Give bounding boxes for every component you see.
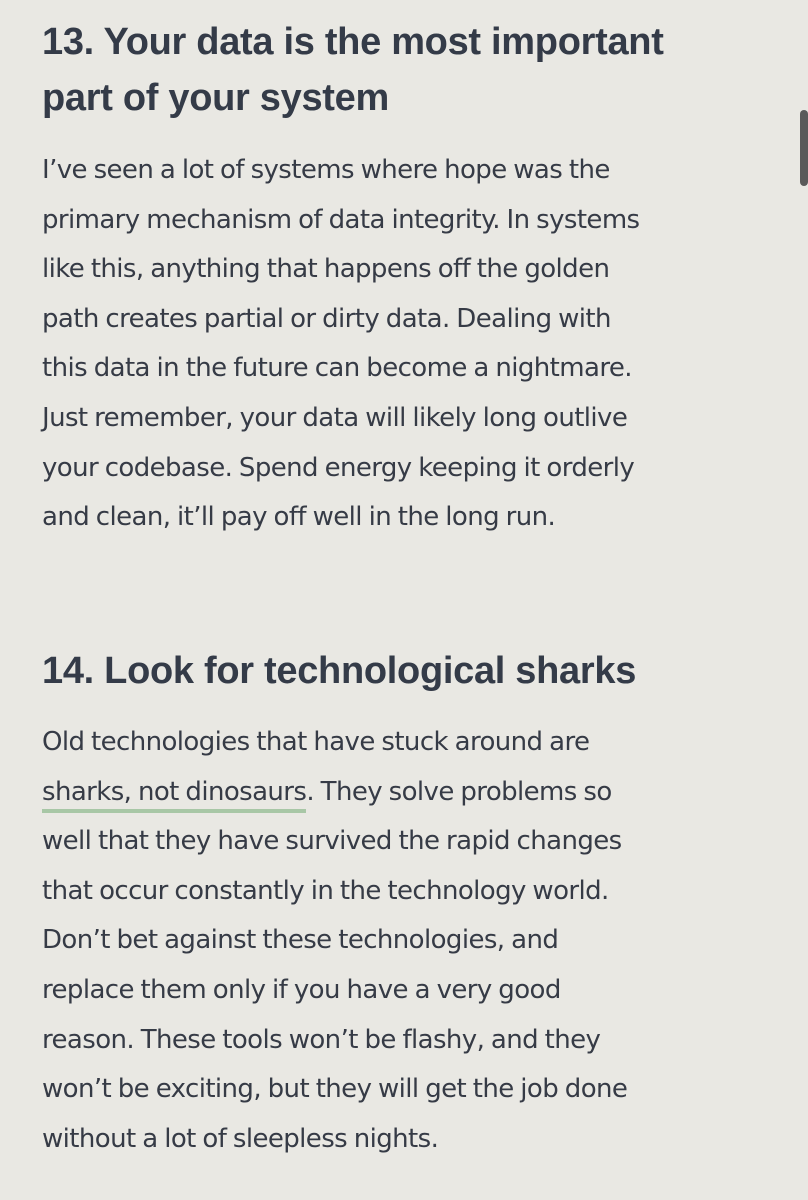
paragraph-line: like this, anything that happens off the golden (42, 254, 610, 285)
heading-line: part of your system (42, 77, 389, 119)
paragraph-line: replace them only if you have a very good (42, 974, 561, 1005)
paragraph-line-with-link (42, 768, 782, 818)
section-14-heading (42, 643, 782, 699)
paragraph-line: Old technologies that have stuck around are (42, 727, 590, 757)
paragraph-line: this data in the future can become a nightmare. (42, 353, 632, 384)
paragraph-line: Don’t bet against these technologies, and (42, 925, 559, 956)
heading-line: 14. Look for technological sharks (42, 650, 637, 692)
paragraph-line: well that they have survived the rapid changes (42, 826, 622, 857)
paragraph-line: path creates partial or dirty data. Dealing with (42, 303, 611, 334)
section-13-paragraph (42, 146, 782, 543)
paragraph-text: . They solve problems so (306, 776, 612, 807)
paragraph-line: that occur constantly in the technology world. (42, 875, 609, 906)
scrollbar-thumb[interactable] (800, 110, 808, 186)
heading-line: 13. Your data is the most important (42, 21, 664, 63)
paragraph-line: primary mechanism of data integrity. In systems (42, 204, 640, 235)
paragraph-line: reason. These tools won’t be flashy, and they (42, 1024, 601, 1055)
paragraph-line: your codebase. Spend energy keeping it orderly (42, 452, 635, 483)
paragraph-line: without a lot of sleepless nights. (42, 1123, 439, 1154)
paragraph-line: I’ve seen a lot of systems where hope was the (42, 155, 610, 185)
paragraph-line: and clean, it’ll pay off well in the long run. (42, 502, 556, 533)
sharks-not-dinosaurs-link[interactable]: sharks, not dinosaurs (42, 777, 306, 813)
section-13-heading (42, 14, 782, 126)
paragraph-line: won’t be exciting, but they will get the job done (42, 1074, 628, 1105)
paragraph-line: Just remember, your data will likely long outlive (42, 402, 628, 433)
section-14-paragraph (42, 718, 782, 1164)
